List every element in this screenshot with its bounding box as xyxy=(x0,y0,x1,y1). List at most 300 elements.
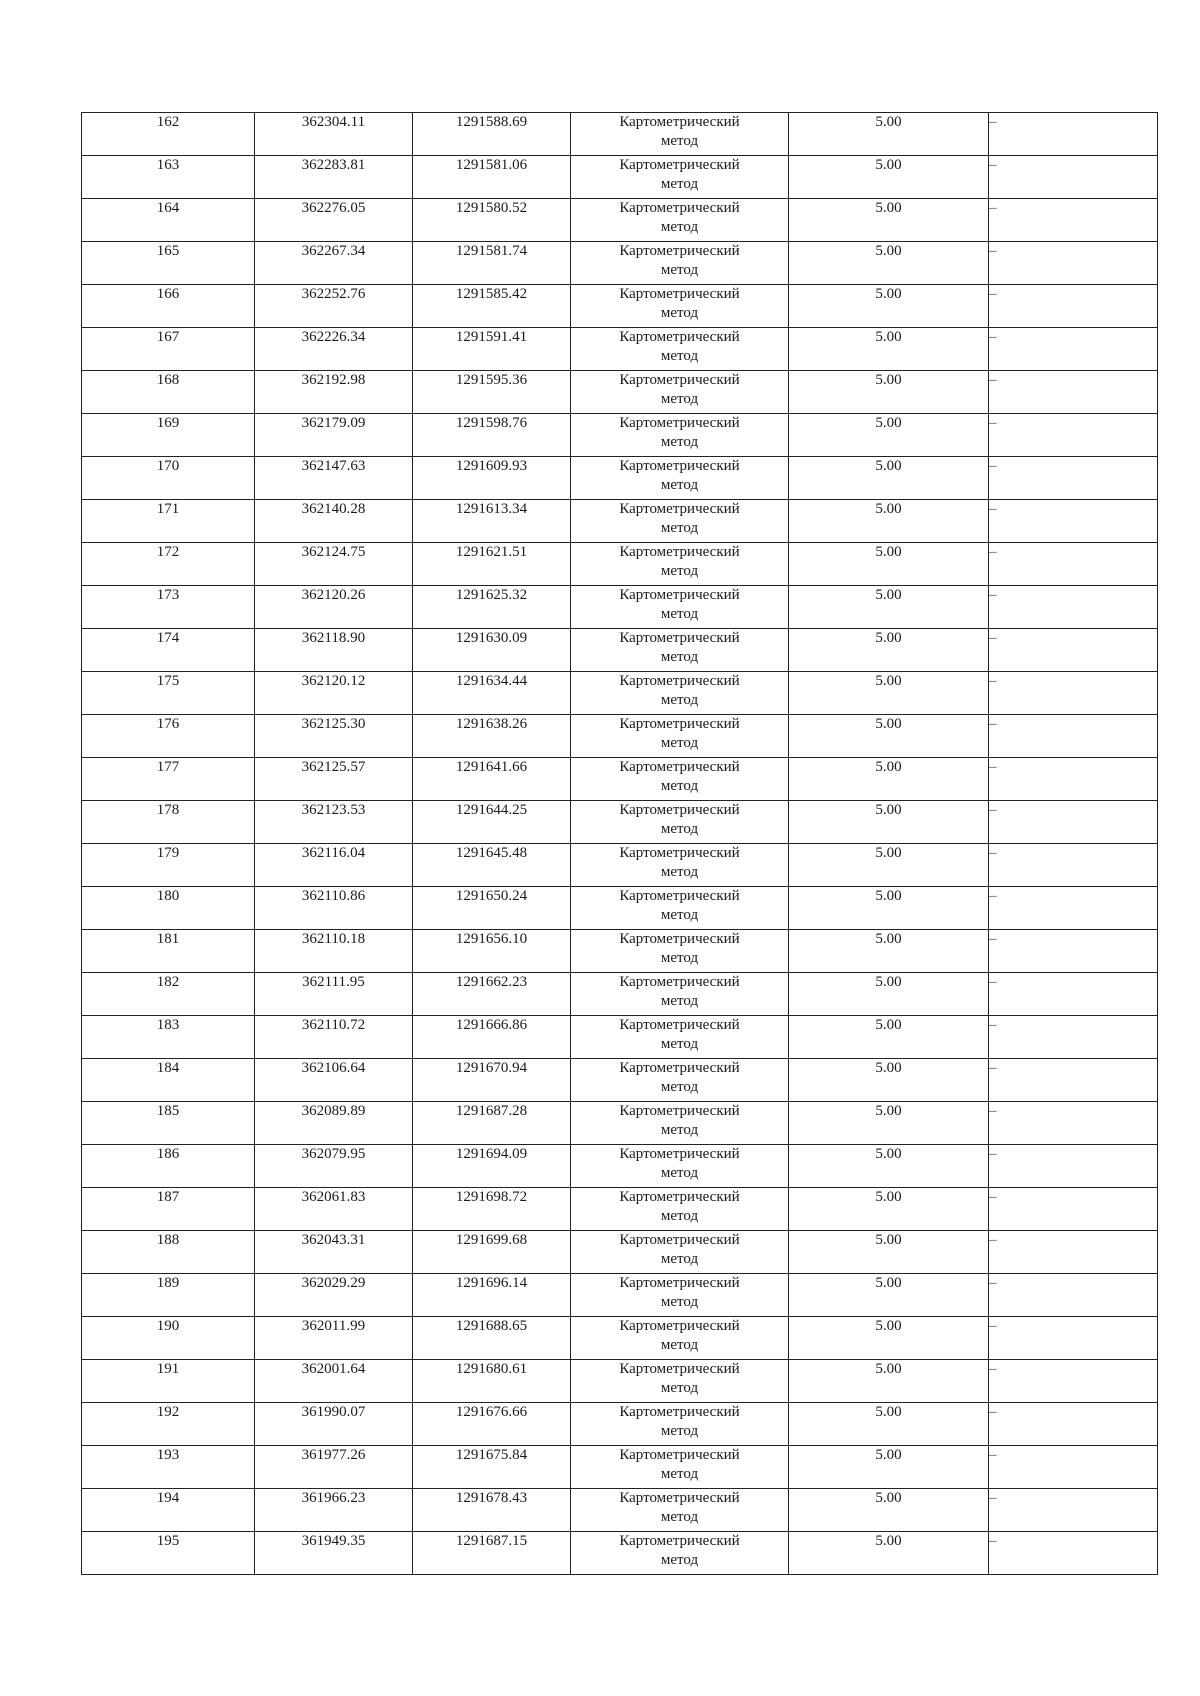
method-cell xyxy=(571,113,789,156)
y-coordinate-cell: 1291645.48 xyxy=(413,844,571,887)
x-coordinate-cell: 362179.09 xyxy=(255,414,413,457)
x-coordinate-cell: 362120.26 xyxy=(255,586,413,629)
y-coordinate-cell: 1291613.34 xyxy=(413,500,571,543)
method-line-2: метод xyxy=(660,1251,699,1267)
description-cell: – xyxy=(989,1274,1158,1317)
accuracy-cell: 5.00 xyxy=(789,586,989,629)
point-number-cell: 169 xyxy=(82,414,255,457)
point-number-cell: 191 xyxy=(82,1360,255,1403)
method-line-2: метод xyxy=(660,1122,699,1138)
x-coordinate-cell: 362110.18 xyxy=(255,930,413,973)
accuracy-cell: 5.00 xyxy=(789,1317,989,1360)
table-row xyxy=(82,1231,1158,1274)
accuracy-cell: 5.00 xyxy=(789,199,989,242)
method-cell xyxy=(571,887,789,930)
y-coordinate-cell: 1291630.09 xyxy=(413,629,571,672)
description-cell: – xyxy=(989,1102,1158,1145)
y-coordinate-cell: 1291581.74 xyxy=(413,242,571,285)
x-coordinate-cell: 362304.11 xyxy=(255,113,413,156)
table-row xyxy=(82,1059,1158,1102)
method-cell xyxy=(571,1059,789,1102)
table-row xyxy=(82,973,1158,1016)
description-cell: – xyxy=(989,414,1158,457)
method-line-1: Картометрический xyxy=(619,931,740,947)
accuracy-cell: 5.00 xyxy=(789,543,989,586)
point-number-cell: 175 xyxy=(82,672,255,715)
method-line-1: Картометрический xyxy=(619,243,740,259)
method-cell xyxy=(571,758,789,801)
table-row xyxy=(82,629,1158,672)
table-row xyxy=(82,1016,1158,1059)
method-line-1: Картометрический xyxy=(619,716,740,732)
point-number-cell: 180 xyxy=(82,887,255,930)
y-coordinate-cell: 1291675.84 xyxy=(413,1446,571,1489)
point-number-cell: 163 xyxy=(82,156,255,199)
x-coordinate-cell: 362043.31 xyxy=(255,1231,413,1274)
point-number-cell: 171 xyxy=(82,500,255,543)
point-number-cell: 193 xyxy=(82,1446,255,1489)
y-coordinate-cell: 1291625.32 xyxy=(413,586,571,629)
y-coordinate-cell: 1291588.69 xyxy=(413,113,571,156)
x-coordinate-cell: 362110.86 xyxy=(255,887,413,930)
accuracy-cell: 5.00 xyxy=(789,414,989,457)
method-cell xyxy=(571,801,789,844)
description-cell: – xyxy=(989,1231,1158,1274)
y-coordinate-cell: 1291666.86 xyxy=(413,1016,571,1059)
y-coordinate-cell: 1291680.61 xyxy=(413,1360,571,1403)
table-row xyxy=(82,1403,1158,1446)
description-cell: – xyxy=(989,1403,1158,1446)
description-cell: – xyxy=(989,629,1158,672)
table-row xyxy=(82,758,1158,801)
table-row xyxy=(82,285,1158,328)
description-cell: – xyxy=(989,1059,1158,1102)
point-number-cell: 168 xyxy=(82,371,255,414)
table-row xyxy=(82,414,1158,457)
accuracy-cell: 5.00 xyxy=(789,1403,989,1446)
method-line-2: метод xyxy=(660,1466,699,1482)
y-coordinate-cell: 1291676.66 xyxy=(413,1403,571,1446)
y-coordinate-cell: 1291688.65 xyxy=(413,1317,571,1360)
table-row xyxy=(82,371,1158,414)
coordinates-table xyxy=(81,112,1158,1575)
point-number-cell: 166 xyxy=(82,285,255,328)
description-cell: – xyxy=(989,930,1158,973)
method-cell xyxy=(571,715,789,758)
accuracy-cell: 5.00 xyxy=(789,500,989,543)
point-number-cell: 170 xyxy=(82,457,255,500)
accuracy-cell: 5.00 xyxy=(789,887,989,930)
table-row xyxy=(82,672,1158,715)
method-line-1: Картометрический xyxy=(619,1361,740,1377)
description-cell: – xyxy=(989,1532,1158,1575)
method-cell xyxy=(571,500,789,543)
accuracy-cell: 5.00 xyxy=(789,1188,989,1231)
method-line-2: метод xyxy=(660,1423,699,1439)
method-cell xyxy=(571,586,789,629)
accuracy-cell: 5.00 xyxy=(789,113,989,156)
x-coordinate-cell: 362001.64 xyxy=(255,1360,413,1403)
method-line-2: метод xyxy=(660,305,699,321)
description-cell: – xyxy=(989,113,1158,156)
method-cell xyxy=(571,156,789,199)
accuracy-cell: 5.00 xyxy=(789,973,989,1016)
accuracy-cell: 5.00 xyxy=(789,844,989,887)
method-line-2: метод xyxy=(660,1079,699,1095)
method-cell xyxy=(571,285,789,328)
accuracy-cell: 5.00 xyxy=(789,242,989,285)
y-coordinate-cell: 1291662.23 xyxy=(413,973,571,1016)
method-line-1: Картометрический xyxy=(619,802,740,818)
table-row xyxy=(82,1317,1158,1360)
description-cell: – xyxy=(989,586,1158,629)
method-line-2: метод xyxy=(660,176,699,192)
y-coordinate-cell: 1291609.93 xyxy=(413,457,571,500)
point-number-cell: 179 xyxy=(82,844,255,887)
method-line-2: метод xyxy=(660,262,699,278)
point-number-cell: 181 xyxy=(82,930,255,973)
accuracy-cell: 5.00 xyxy=(789,457,989,500)
point-number-cell: 186 xyxy=(82,1145,255,1188)
table-row xyxy=(82,930,1158,973)
method-line-1: Картометрический xyxy=(619,1103,740,1119)
method-line-2: метод xyxy=(660,219,699,235)
description-cell: – xyxy=(989,844,1158,887)
method-line-2: метод xyxy=(660,434,699,450)
x-coordinate-cell: 362089.89 xyxy=(255,1102,413,1145)
table-row xyxy=(82,113,1158,156)
y-coordinate-cell: 1291580.52 xyxy=(413,199,571,242)
description-cell: – xyxy=(989,758,1158,801)
description-cell: – xyxy=(989,801,1158,844)
description-cell: – xyxy=(989,1360,1158,1403)
accuracy-cell: 5.00 xyxy=(789,801,989,844)
x-coordinate-cell: 362147.63 xyxy=(255,457,413,500)
y-coordinate-cell: 1291687.15 xyxy=(413,1532,571,1575)
x-coordinate-cell: 362029.29 xyxy=(255,1274,413,1317)
x-coordinate-cell: 362106.64 xyxy=(255,1059,413,1102)
accuracy-cell: 5.00 xyxy=(789,371,989,414)
method-cell xyxy=(571,1446,789,1489)
description-cell: – xyxy=(989,285,1158,328)
accuracy-cell: 5.00 xyxy=(789,672,989,715)
method-line-2: метод xyxy=(660,993,699,1009)
accuracy-cell: 5.00 xyxy=(789,1446,989,1489)
method-line-1: Картометрический xyxy=(619,587,740,603)
description-cell: – xyxy=(989,500,1158,543)
table-row xyxy=(82,1188,1158,1231)
y-coordinate-cell: 1291621.51 xyxy=(413,543,571,586)
method-line-1: Картометрический xyxy=(619,1232,740,1248)
table-row xyxy=(82,1145,1158,1188)
point-number-cell: 167 xyxy=(82,328,255,371)
method-line-2: метод xyxy=(660,1509,699,1525)
accuracy-cell: 5.00 xyxy=(789,1532,989,1575)
point-number-cell: 187 xyxy=(82,1188,255,1231)
point-number-cell: 172 xyxy=(82,543,255,586)
y-coordinate-cell: 1291641.66 xyxy=(413,758,571,801)
method-cell xyxy=(571,629,789,672)
description-cell: – xyxy=(989,715,1158,758)
x-coordinate-cell: 362276.05 xyxy=(255,199,413,242)
method-cell xyxy=(571,199,789,242)
method-line-1: Картометрический xyxy=(619,1318,740,1334)
method-line-1: Картометрический xyxy=(619,458,740,474)
x-coordinate-cell: 362110.72 xyxy=(255,1016,413,1059)
y-coordinate-cell: 1291699.68 xyxy=(413,1231,571,1274)
point-number-cell: 184 xyxy=(82,1059,255,1102)
accuracy-cell: 5.00 xyxy=(789,629,989,672)
x-coordinate-cell: 362125.30 xyxy=(255,715,413,758)
method-line-2: метод xyxy=(660,1380,699,1396)
y-coordinate-cell: 1291598.76 xyxy=(413,414,571,457)
y-coordinate-cell: 1291696.14 xyxy=(413,1274,571,1317)
x-coordinate-cell: 362111.95 xyxy=(255,973,413,1016)
method-line-1: Картометрический xyxy=(619,1490,740,1506)
method-line-2: метод xyxy=(660,950,699,966)
method-cell xyxy=(571,414,789,457)
method-line-2: метод xyxy=(660,606,699,622)
y-coordinate-cell: 1291581.06 xyxy=(413,156,571,199)
x-coordinate-cell: 362192.98 xyxy=(255,371,413,414)
method-line-1: Картометрический xyxy=(619,286,740,302)
x-coordinate-cell: 362079.95 xyxy=(255,1145,413,1188)
method-line-2: метод xyxy=(660,778,699,794)
method-line-2: метод xyxy=(660,864,699,880)
method-cell xyxy=(571,1317,789,1360)
method-cell xyxy=(571,328,789,371)
method-line-2: метод xyxy=(660,1208,699,1224)
x-coordinate-cell: 361990.07 xyxy=(255,1403,413,1446)
method-line-2: метод xyxy=(660,520,699,536)
accuracy-cell: 5.00 xyxy=(789,156,989,199)
y-coordinate-cell: 1291595.36 xyxy=(413,371,571,414)
method-cell xyxy=(571,1532,789,1575)
table-row xyxy=(82,156,1158,199)
table-row xyxy=(82,242,1158,285)
x-coordinate-cell: 362123.53 xyxy=(255,801,413,844)
y-coordinate-cell: 1291670.94 xyxy=(413,1059,571,1102)
y-coordinate-cell: 1291698.72 xyxy=(413,1188,571,1231)
description-cell: – xyxy=(989,156,1158,199)
point-number-cell: 178 xyxy=(82,801,255,844)
description-cell: – xyxy=(989,1016,1158,1059)
description-cell: – xyxy=(989,1188,1158,1231)
point-number-cell: 188 xyxy=(82,1231,255,1274)
method-line-2: метод xyxy=(660,563,699,579)
point-number-cell: 164 xyxy=(82,199,255,242)
point-number-cell: 182 xyxy=(82,973,255,1016)
table-row xyxy=(82,500,1158,543)
method-cell xyxy=(571,1188,789,1231)
method-line-2: метод xyxy=(660,1337,699,1353)
description-cell: – xyxy=(989,1317,1158,1360)
point-number-cell: 173 xyxy=(82,586,255,629)
method-line-1: Картометрический xyxy=(619,759,740,775)
y-coordinate-cell: 1291585.42 xyxy=(413,285,571,328)
x-coordinate-cell: 362283.81 xyxy=(255,156,413,199)
description-cell: – xyxy=(989,973,1158,1016)
table-row xyxy=(82,1274,1158,1317)
method-line-1: Картометрический xyxy=(619,1533,740,1549)
point-number-cell: 183 xyxy=(82,1016,255,1059)
accuracy-cell: 5.00 xyxy=(789,1059,989,1102)
point-number-cell: 192 xyxy=(82,1403,255,1446)
method-line-1: Картометрический xyxy=(619,329,740,345)
accuracy-cell: 5.00 xyxy=(789,1360,989,1403)
accuracy-cell: 5.00 xyxy=(789,930,989,973)
method-cell xyxy=(571,973,789,1016)
accuracy-cell: 5.00 xyxy=(789,328,989,371)
method-cell xyxy=(571,242,789,285)
method-line-1: Картометрический xyxy=(619,974,740,990)
method-line-2: метод xyxy=(660,477,699,493)
table-row xyxy=(82,586,1158,629)
accuracy-cell: 5.00 xyxy=(789,1102,989,1145)
method-cell xyxy=(571,844,789,887)
description-cell: – xyxy=(989,887,1158,930)
method-line-2: метод xyxy=(660,692,699,708)
table-row xyxy=(82,715,1158,758)
method-cell xyxy=(571,1145,789,1188)
table-row xyxy=(82,1489,1158,1532)
description-cell: – xyxy=(989,1145,1158,1188)
accuracy-cell: 5.00 xyxy=(789,1145,989,1188)
table-row xyxy=(82,887,1158,930)
table-row xyxy=(82,543,1158,586)
method-line-2: метод xyxy=(660,1165,699,1181)
method-cell xyxy=(571,1489,789,1532)
table-row xyxy=(82,457,1158,500)
x-coordinate-cell: 362120.12 xyxy=(255,672,413,715)
table-row xyxy=(82,801,1158,844)
x-coordinate-cell: 362118.90 xyxy=(255,629,413,672)
method-cell xyxy=(571,1360,789,1403)
x-coordinate-cell: 362124.75 xyxy=(255,543,413,586)
point-number-cell: 189 xyxy=(82,1274,255,1317)
x-coordinate-cell: 362061.83 xyxy=(255,1188,413,1231)
y-coordinate-cell: 1291634.44 xyxy=(413,672,571,715)
method-cell xyxy=(571,1102,789,1145)
table-row xyxy=(82,1532,1158,1575)
method-cell xyxy=(571,1016,789,1059)
y-coordinate-cell: 1291591.41 xyxy=(413,328,571,371)
accuracy-cell: 5.00 xyxy=(789,715,989,758)
method-line-1: Картометрический xyxy=(619,1275,740,1291)
table-row xyxy=(82,844,1158,887)
description-cell: – xyxy=(989,199,1158,242)
accuracy-cell: 5.00 xyxy=(789,1016,989,1059)
method-line-1: Картометрический xyxy=(619,114,740,130)
table-row xyxy=(82,328,1158,371)
x-coordinate-cell: 362226.34 xyxy=(255,328,413,371)
method-line-1: Картометрический xyxy=(619,1447,740,1463)
method-line-2: метод xyxy=(660,649,699,665)
accuracy-cell: 5.00 xyxy=(789,285,989,328)
description-cell: – xyxy=(989,1489,1158,1532)
x-coordinate-cell: 362252.76 xyxy=(255,285,413,328)
method-cell xyxy=(571,543,789,586)
x-coordinate-cell: 362140.28 xyxy=(255,500,413,543)
method-cell xyxy=(571,672,789,715)
table-row xyxy=(82,1360,1158,1403)
y-coordinate-cell: 1291694.09 xyxy=(413,1145,571,1188)
point-number-cell: 177 xyxy=(82,758,255,801)
method-line-1: Картометрический xyxy=(619,1404,740,1420)
description-cell: – xyxy=(989,371,1158,414)
method-line-1: Картометрический xyxy=(619,501,740,517)
method-line-1: Картометрический xyxy=(619,544,740,560)
method-line-1: Картометрический xyxy=(619,888,740,904)
method-line-2: метод xyxy=(660,1552,699,1568)
method-line-2: метод xyxy=(660,907,699,923)
x-coordinate-cell: 362011.99 xyxy=(255,1317,413,1360)
point-number-cell: 195 xyxy=(82,1532,255,1575)
point-number-cell: 162 xyxy=(82,113,255,156)
method-line-1: Картометрический xyxy=(619,630,740,646)
accuracy-cell: 5.00 xyxy=(789,758,989,801)
description-cell: – xyxy=(989,1446,1158,1489)
x-coordinate-cell: 362267.34 xyxy=(255,242,413,285)
method-line-1: Картометрический xyxy=(619,200,740,216)
accuracy-cell: 5.00 xyxy=(789,1274,989,1317)
table-row xyxy=(82,1446,1158,1489)
method-cell xyxy=(571,371,789,414)
table-row xyxy=(82,1102,1158,1145)
point-number-cell: 176 xyxy=(82,715,255,758)
method-cell xyxy=(571,1274,789,1317)
y-coordinate-cell: 1291656.10 xyxy=(413,930,571,973)
point-number-cell: 165 xyxy=(82,242,255,285)
x-coordinate-cell: 361977.26 xyxy=(255,1446,413,1489)
description-cell: – xyxy=(989,543,1158,586)
method-line-1: Картометрический xyxy=(619,1017,740,1033)
method-line-2: метод xyxy=(660,391,699,407)
method-line-2: метод xyxy=(660,133,699,149)
coordinates-table-body xyxy=(82,113,1158,1575)
method-line-1: Картометрический xyxy=(619,1146,740,1162)
accuracy-cell: 5.00 xyxy=(789,1489,989,1532)
method-cell xyxy=(571,457,789,500)
method-line-2: метод xyxy=(660,348,699,364)
table-row xyxy=(82,199,1158,242)
point-number-cell: 190 xyxy=(82,1317,255,1360)
point-number-cell: 174 xyxy=(82,629,255,672)
y-coordinate-cell: 1291650.24 xyxy=(413,887,571,930)
y-coordinate-cell: 1291644.25 xyxy=(413,801,571,844)
method-line-1: Картометрический xyxy=(619,1189,740,1205)
method-line-1: Картометрический xyxy=(619,845,740,861)
method-cell xyxy=(571,1231,789,1274)
x-coordinate-cell: 362125.57 xyxy=(255,758,413,801)
method-line-2: метод xyxy=(660,735,699,751)
y-coordinate-cell: 1291638.26 xyxy=(413,715,571,758)
point-number-cell: 194 xyxy=(82,1489,255,1532)
method-line-1: Картометрический xyxy=(619,157,740,173)
x-coordinate-cell: 361966.23 xyxy=(255,1489,413,1532)
method-line-2: метод xyxy=(660,821,699,837)
method-line-1: Картометрический xyxy=(619,415,740,431)
method-line-1: Картометрический xyxy=(619,673,740,689)
y-coordinate-cell: 1291678.43 xyxy=(413,1489,571,1532)
method-line-2: метод xyxy=(660,1036,699,1052)
description-cell: – xyxy=(989,328,1158,371)
description-cell: – xyxy=(989,457,1158,500)
accuracy-cell: 5.00 xyxy=(789,1231,989,1274)
y-coordinate-cell: 1291687.28 xyxy=(413,1102,571,1145)
method-line-1: Картометрический xyxy=(619,1060,740,1076)
method-cell xyxy=(571,1403,789,1446)
